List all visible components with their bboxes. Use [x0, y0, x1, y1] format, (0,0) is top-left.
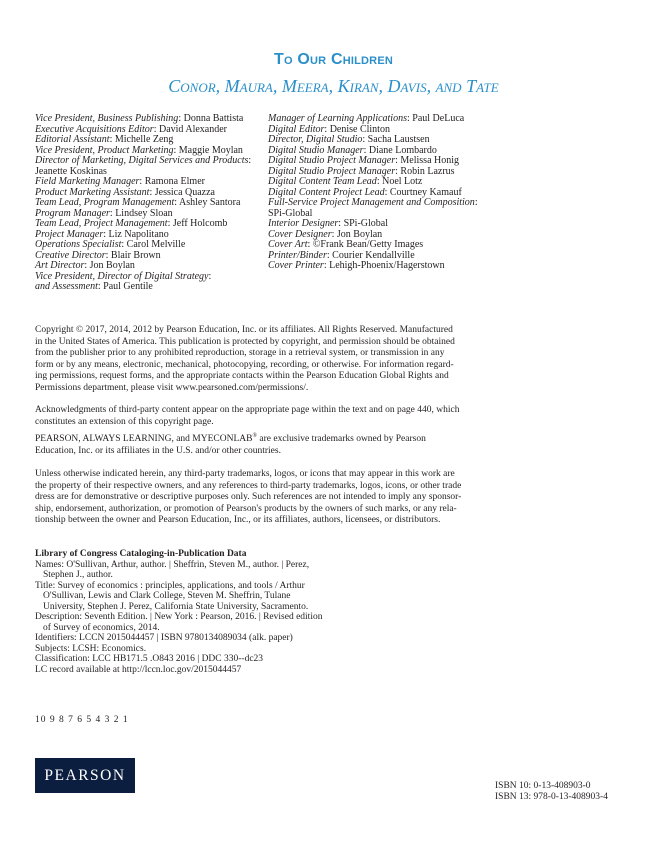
credit-line: Project Manager: Liz Napolitano: [35, 228, 169, 240]
credit-role: Digital Content Project Lead: [268, 186, 385, 198]
trademarks-line: [35, 434, 485, 446]
credit-role: Creative Director: [35, 249, 106, 261]
credit-person: SPi-Global: [268, 207, 313, 219]
cataloging-line: LC record available at http://lccn.loc.gov/2015044457: [35, 664, 242, 675]
credit-role: Operations Specialist: [35, 239, 122, 250]
cataloging-title: Library of Congress Cataloging-in-Publication Data: [35, 549, 247, 559]
credit-person: Jessica Quazza: [154, 186, 215, 198]
credit-person: Robin Lazrus: [400, 165, 455, 177]
printing-number-line: 10 9 8 7 6 5 4 3 2 1: [35, 715, 129, 725]
isbn-10: ISBN 10: 0-13-408903-0: [495, 781, 591, 791]
credit-person: Carol Melville: [126, 239, 186, 250]
credit-line: Art Director: Jon Boylan: [35, 260, 135, 271]
credit-role: Manager of Learning Applications: [268, 113, 407, 124]
disclaimer-line: Unless otherwise indicated herein, any third-party trademarks, logos, or icons that may appear in this work are: [35, 469, 455, 479]
credit-role: Team Lead, Program Management: [35, 197, 175, 208]
credit-line: Field Marketing Manager: Ramona Elmer: [35, 176, 205, 187]
credits-right-column: [268, 114, 498, 272]
credit-line: Team Lead, Program Management: Ashley Santora: [35, 197, 241, 208]
dedication-title: To Our Children: [274, 51, 393, 68]
credit-role: Digital Studio Manager: [268, 144, 364, 156]
credit-line: Team Lead, Project Management: Jeff Holcomb: [35, 218, 228, 229]
cataloging-line: Names: O'Sullivan, Arthur, author. | Sheffrin, Steven M., author. | Perez,: [35, 559, 310, 570]
acknowledgments-line: Acknowledgments of third-party content appear on the appropriate page within the text and on page 440, which: [35, 405, 460, 415]
credit-line: Digital Studio Project Manager: Melissa Honig: [268, 155, 460, 166]
registered-mark: ®: [252, 432, 258, 439]
credit-role: Cover Printer: [268, 260, 324, 271]
credit-line: Vice President, Product Marketing: Maggie Moylan: [35, 144, 243, 156]
credit-line: Vice President, Director of Digital Strategy:: [35, 270, 212, 282]
credit-role: Vice President, Business Publishing: [35, 113, 179, 124]
disclaimer-notice: [35, 469, 485, 527]
cataloging-line: of Survey of economics, 2014.: [43, 622, 160, 633]
credit-line: Creative Director: Blair Brown: [35, 249, 161, 261]
credit-role: Digital Editor: [268, 123, 325, 135]
credit-line: Cover Printer: Lehigh-Phoenix/Hagerstown: [268, 260, 445, 271]
acknowledgments-notice: [35, 405, 485, 428]
credit-line: Cover Designer: Jon Boylan: [268, 228, 383, 240]
cataloging-line: Classification: LCC HB171.5 .O843 2016 | DDC 330--dc23: [35, 654, 264, 664]
credit-line: and Assessment: Paul Gentile: [35, 281, 153, 292]
credit-role: Printer/Binder: [268, 249, 327, 261]
trademarks-line: Education, Inc. or its affiliates in the U.S. and/or other countries.: [35, 445, 281, 456]
trademarks-text: are exclusive trademarks owned by Pearson: [257, 434, 426, 444]
credit-line: Operations Specialist: Carol Melville: [35, 239, 186, 250]
credit-role: Cover Designer: [268, 228, 332, 240]
pearson-logo: [35, 758, 135, 793]
copyright-line: Copyright © 2017, 2014, 2012 by Pearson Education, Inc. or its affiliates. All Rights Reserved. Manufactured: [35, 325, 453, 335]
credit-person: Paul Gentile: [103, 281, 153, 292]
credit-person: Lindsey Sloan: [115, 207, 173, 219]
copyright-line: ing permissions, request forms, and the appropriate contacts within the Pearson Education Global Rights and: [35, 371, 449, 381]
credit-person: Donna Battista: [183, 113, 244, 124]
credit-line: Digital Content Team Lead: Noel Lotz: [268, 176, 423, 187]
credit-role: Cover Art: [268, 239, 308, 250]
credit-role: Director, Digital Studio: [268, 134, 363, 145]
dedication: [0, 50, 667, 97]
credit-role: Executive Acquisitions Editor: [35, 123, 154, 135]
copyright-line: form or by any means, electronic, mechanical, photocopying, recording, or otherwise. For information regard-: [35, 359, 454, 370]
credit-role: Product Marketing Assistant: [35, 186, 150, 198]
credit-role: Vice President, Product Marketing: [35, 144, 174, 156]
credit-line: Vice President, Business Publishing: Donna Battista: [35, 113, 244, 124]
credit-person: SPi-Global: [343, 218, 389, 229]
credit-line: Director of Marketing, Digital Services and Products:: [35, 155, 252, 166]
trademarks-notice: [35, 434, 485, 457]
credit-role: Director of Marketing, Digital Services and Products: [35, 155, 249, 166]
copyright-line: in the United States of America. This publication is protected by copyright, and permission should be obtained: [35, 336, 455, 347]
credit-line: Digital Content Project Lead: Courtney Kamauf: [268, 186, 462, 198]
isbn-block: [495, 781, 608, 803]
credit-role: Interior Designer: [268, 218, 339, 229]
credit-role: Program Manager: [35, 207, 110, 219]
credits-left-column: [35, 114, 260, 293]
disclaimer-line: tionship between the owner and Pearson Education, Inc., or its affiliates, authors, licensees, or distributors.: [35, 515, 441, 525]
credit-line: Executive Acquisitions Editor: David Alexander: [35, 123, 228, 135]
credit-line: Manager of Learning Applications: Paul DeLuca: [268, 113, 465, 124]
credit-line: Cover Art: ©Frank Bean/Getty Images: [268, 239, 424, 250]
cataloging-line: Description: Seventh Edition. | New York : Pearson, 2016. | Revised edition: [35, 612, 323, 622]
credit-person: Liz Napolitano: [108, 228, 169, 240]
credit-person: Ashley Santora: [179, 197, 241, 208]
disclaimer-line: dress are for demonstrative or descriptive purposes only. Such references are not intended to imply any sponsor-: [35, 492, 462, 502]
credit-person: ©Frank Bean/Getty Images: [312, 239, 424, 250]
credit-person: David Alexander: [158, 123, 228, 135]
cataloging-line: Title: Survey of economics : principles, applications, and tools / Arthur: [35, 580, 305, 591]
credit-line: Printer/Binder: Courier Kendallville: [268, 249, 415, 261]
dedication-names: Conor, Maura, Meera, Kiran, Davis, and Tate: [168, 76, 499, 96]
credit-role: Digital Studio Project Manager: [268, 155, 396, 166]
credit-person: Jon Boylan: [89, 260, 135, 271]
credit-role: Project Manager: [35, 228, 104, 240]
isbn-13: ISBN 13: 978-0-13-408903-4: [495, 792, 608, 802]
credit-role: Vice President, Director of Digital Strategy: [35, 270, 209, 282]
credit-line: Interior Designer: SPi-Global: [268, 218, 389, 229]
cataloging-line: University, Stephen J. Perez, California State University, Sacramento.: [43, 601, 309, 612]
credit-role: Digital Studio Project Manager: [268, 165, 396, 177]
cataloging-data: [35, 549, 435, 675]
acknowledgments-line: constitutes an extension of this copyright page.: [35, 416, 214, 427]
credit-person: Courier Kendallville: [332, 249, 415, 261]
credit-role: Digital Content Team Lead: [268, 176, 377, 187]
credit-role: Team Lead, Project Management: [35, 218, 168, 229]
disclaimer-line: ship, endorsement, authorization, or promotion of Pearson's products by the owners of such marks, or any rela-: [35, 503, 457, 514]
credit-role: Editorial Assistant: [35, 134, 110, 145]
credit-person: Noel Lotz: [382, 176, 423, 187]
credit-person: Maggie Moylan: [178, 144, 243, 156]
credit-line: Digital Editor: Denise Clinton: [268, 123, 390, 135]
credit-person: Jeff Holcomb: [172, 218, 228, 229]
cataloging-line: Subjects: LCSH: Economics.: [35, 643, 147, 654]
credit-role: Art Director: [35, 260, 85, 271]
credit-line: Program Manager: Lindsey Sloan: [35, 207, 173, 219]
copyright-line: Permissions department, please visit www.pearsoned.com/permissions/.: [35, 382, 309, 393]
credit-person: Jon Boylan: [336, 228, 383, 240]
cataloging-line: Identifiers: LCCN 2015044457 | ISBN 9780134089034 (alk. paper): [35, 633, 293, 643]
cataloging-lines: [35, 560, 435, 676]
credit-role: Full-Service Project Management and Composition: [268, 197, 475, 208]
cataloging-line: Stephen J., author.: [43, 570, 113, 580]
copyright-line: from the publisher prior to any prohibited reproduction, storage in a retrieval system, or transmission in any: [35, 348, 445, 358]
credit-role: and Assessment: [35, 281, 98, 292]
credit-person: Denise Clinton: [329, 123, 390, 135]
credit-person: Courtney Kamauf: [389, 186, 462, 198]
credit-line: Editorial Assistant: Michelle Zeng: [35, 134, 174, 145]
cataloging-line: O'Sullivan, Lewis and Clark College, Steven M. Sheffrin, Tulane: [43, 591, 291, 601]
credit-person: Jeanette Koskinas: [35, 165, 107, 177]
logo-text: PEARSON: [44, 767, 126, 784]
credit-role: Field Marketing Manager: [35, 176, 140, 187]
credit-line: Director, Digital Studio: Sacha Laustsen: [268, 134, 430, 145]
credit-person: Sacha Laustsen: [367, 134, 430, 145]
credit-line: Product Marketing Assistant: Jessica Quazza: [35, 186, 215, 198]
credit-person: Blair Brown: [110, 249, 161, 261]
credit-person: Michelle Zeng: [114, 134, 174, 145]
credit-person: Paul DeLuca: [412, 113, 465, 124]
credit-person: Diane Lombardo: [368, 144, 437, 156]
credit-line: Digital Studio Manager: Diane Lombardo: [268, 144, 437, 156]
credit-person: Ramona Elmer: [144, 176, 205, 187]
credit-line: Full-Service Project Management and Composition:: [268, 197, 478, 208]
credit-line: Digital Studio Project Manager: Robin Lazrus: [268, 165, 455, 177]
credit-person: Lehigh-Phoenix/Hagerstown: [329, 260, 445, 271]
disclaimer-line: the property of their respective owners, and any references to third-party trademarks, logos, icons, or other trade: [35, 480, 462, 491]
copyright-notice: [35, 325, 485, 394]
trademarks-text: PEARSON, ALWAYS LEARNING, and MYECONLAB: [35, 434, 253, 444]
credit-person: Melissa Honig: [400, 155, 460, 166]
